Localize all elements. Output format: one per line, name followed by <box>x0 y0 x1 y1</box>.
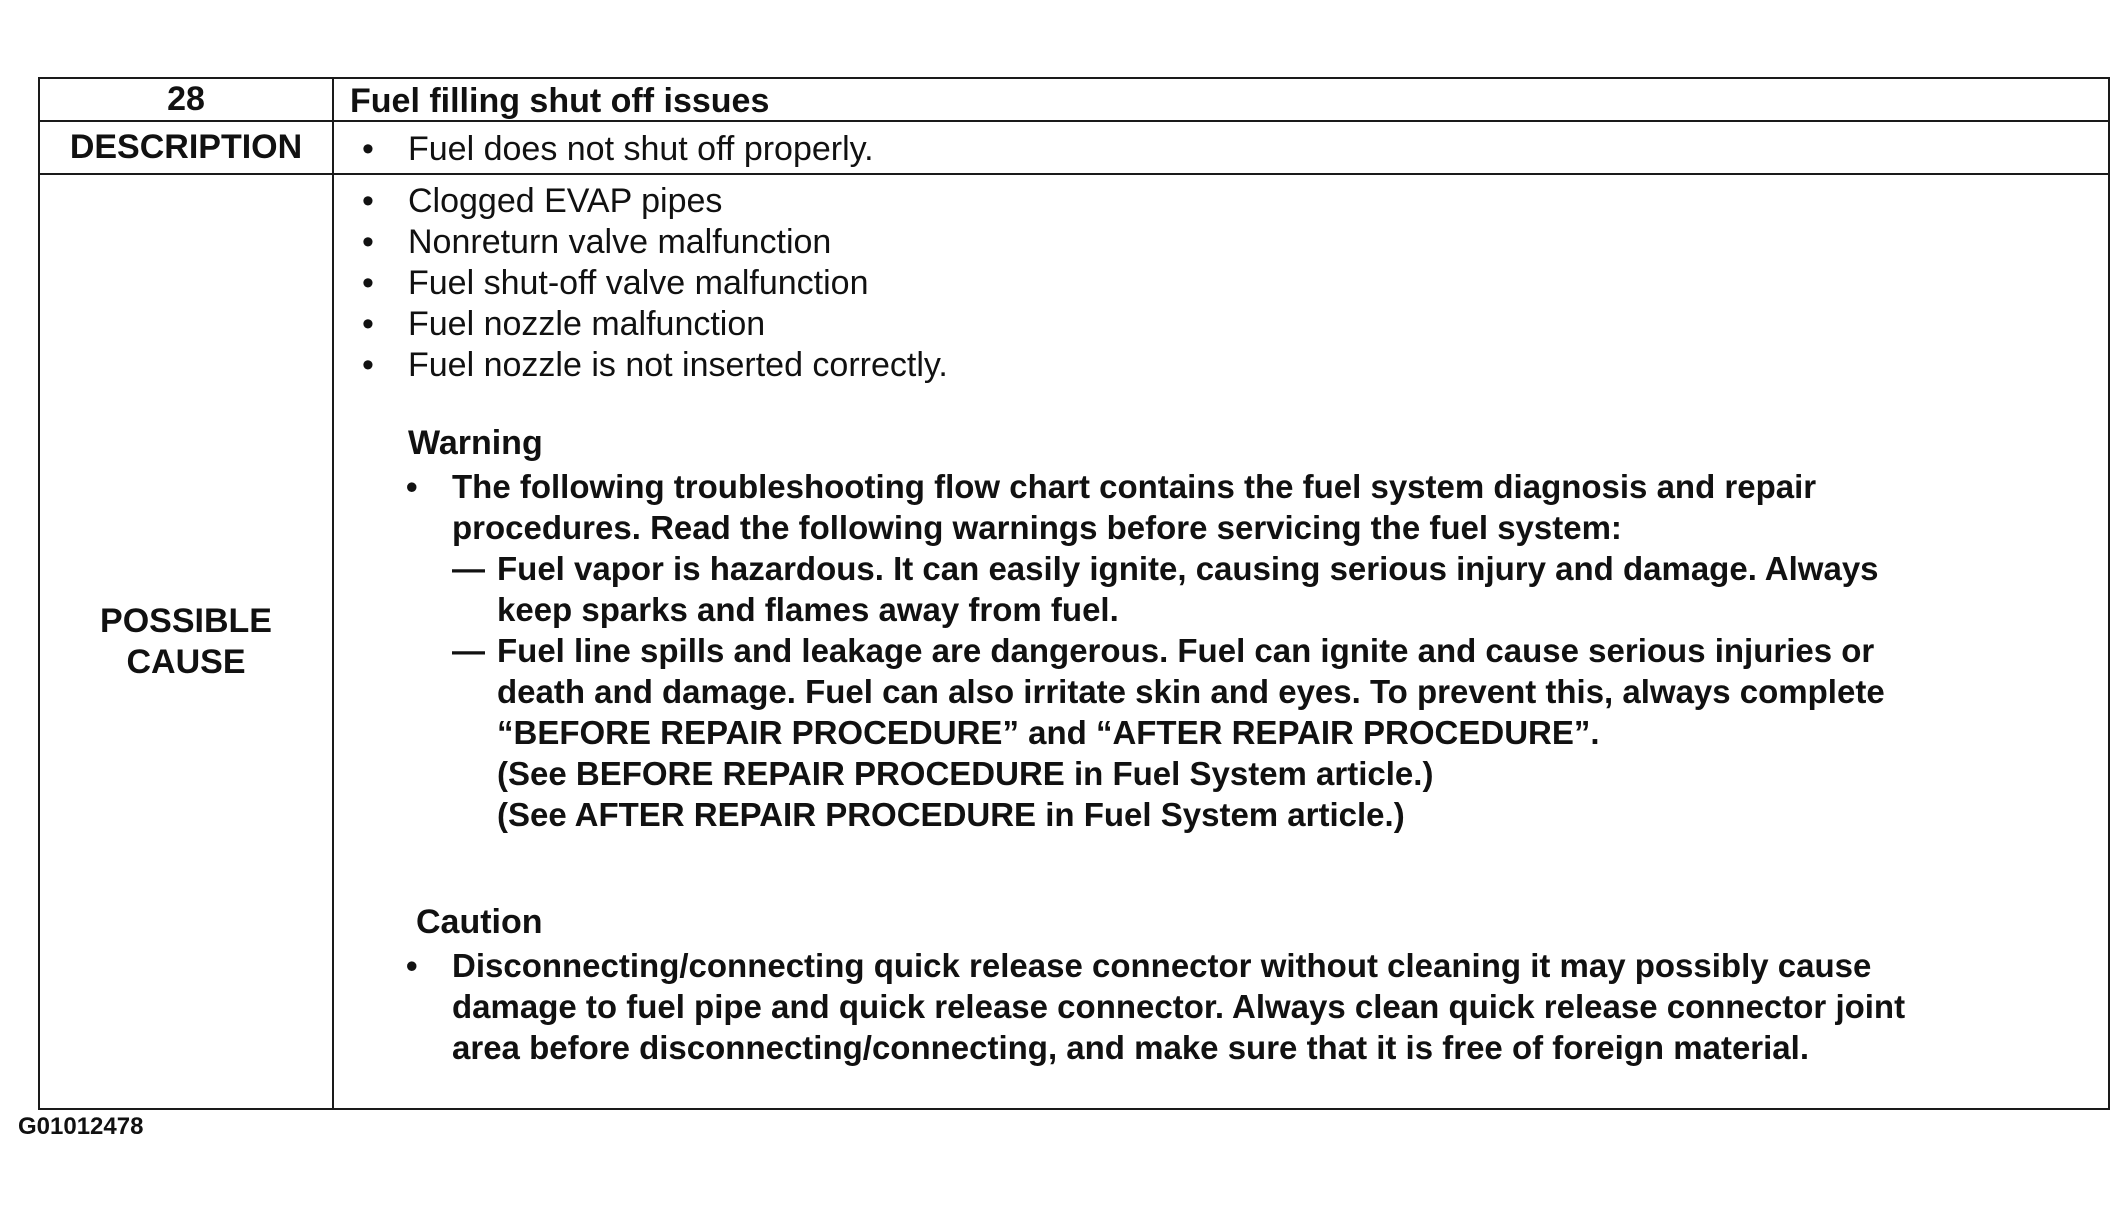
warning-item-line: death and damage. Fuel can also irritate skin and eyes. To prevent this, always complete <box>497 673 1885 710</box>
bullet-icon: • <box>406 947 418 984</box>
figure-id: G01012478 <box>18 1113 144 1140</box>
possible-cause-cell <box>334 175 2108 1108</box>
warning-item-line: — Fuel line spills and leakage are dangerous. Fuel can ignite and cause serious injuries or <box>452 632 1875 669</box>
description-text: Fuel does not shut off properly. <box>408 130 874 168</box>
possible-cause-label-cell <box>40 175 334 1108</box>
possible-cause-label-line1: POSSIBLE <box>100 601 272 640</box>
bullet-icon: • <box>362 130 374 168</box>
cause-list <box>362 181 948 386</box>
table-title-row <box>40 79 2108 122</box>
description-cell <box>334 122 2108 173</box>
item-title: Fuel filling shut off issues <box>350 82 770 120</box>
list-item: • Nonreturn valve malfunction <box>362 223 832 261</box>
possible-cause-row <box>40 175 2108 1108</box>
description-row <box>40 122 2108 175</box>
caution-heading: Caution <box>416 903 543 941</box>
warning-intro-line: • The following troubleshooting flow chart contains the fuel system diagnosis and repair <box>406 468 1817 505</box>
item-title-cell <box>334 79 2108 120</box>
warning-heading: Warning <box>408 424 543 462</box>
bullet-icon: • <box>406 468 418 505</box>
caution-line: damage to fuel pipe and quick release connector. Always clean quick release connector joint <box>452 988 1906 1025</box>
description-label-cell <box>40 122 334 173</box>
bullet-icon: • <box>362 305 374 343</box>
warning-reference-line: (See BEFORE REPAIR PROCEDURE in Fuel System article.) <box>497 755 1434 792</box>
bullet-icon: • <box>362 223 374 261</box>
list-item: • Fuel nozzle malfunction <box>362 305 766 343</box>
list-item: • Fuel shut-off valve malfunction <box>362 264 869 302</box>
troubleshooting-table <box>38 77 2110 1110</box>
bullet-icon: • <box>362 346 374 384</box>
warning-reference-line: (See AFTER REPAIR PROCEDURE in Fuel System article.) <box>497 796 1405 833</box>
warning-intro-line: procedures. Read the following warnings before servicing the fuel system: <box>452 509 1622 546</box>
description-label: DESCRIPTION <box>69 128 303 166</box>
possible-cause-label-line2: CAUSE <box>126 642 246 681</box>
warning-block <box>406 466 2118 835</box>
list-item: • Clogged EVAP pipes <box>362 182 723 220</box>
dash-icon: — <box>452 632 485 669</box>
dash-icon: — <box>452 550 485 587</box>
item-number-cell <box>40 79 334 120</box>
description-item <box>362 129 874 169</box>
caution-line: area before disconnecting/connecting, and make sure that it is free of foreign material. <box>452 1029 1809 1066</box>
warning-item-line: — Fuel vapor is hazardous. It can easily ignite, causing serious injury and damage. Always <box>452 550 1879 587</box>
warning-item-line: keep sparks and flames away from fuel. <box>497 591 1119 628</box>
list-item: • Fuel nozzle is not inserted correctly. <box>362 346 948 384</box>
item-number: 28 <box>167 80 205 118</box>
warning-item-line: “BEFORE REPAIR PROCEDURE” and “AFTER REPAIR PROCEDURE”. <box>497 714 1600 751</box>
bullet-icon: • <box>362 182 374 220</box>
caution-line: • Disconnecting/connecting quick release connector without cleaning it may possibly cause <box>406 947 1872 984</box>
caution-block <box>406 945 2118 1068</box>
bullet-icon: • <box>362 264 374 302</box>
